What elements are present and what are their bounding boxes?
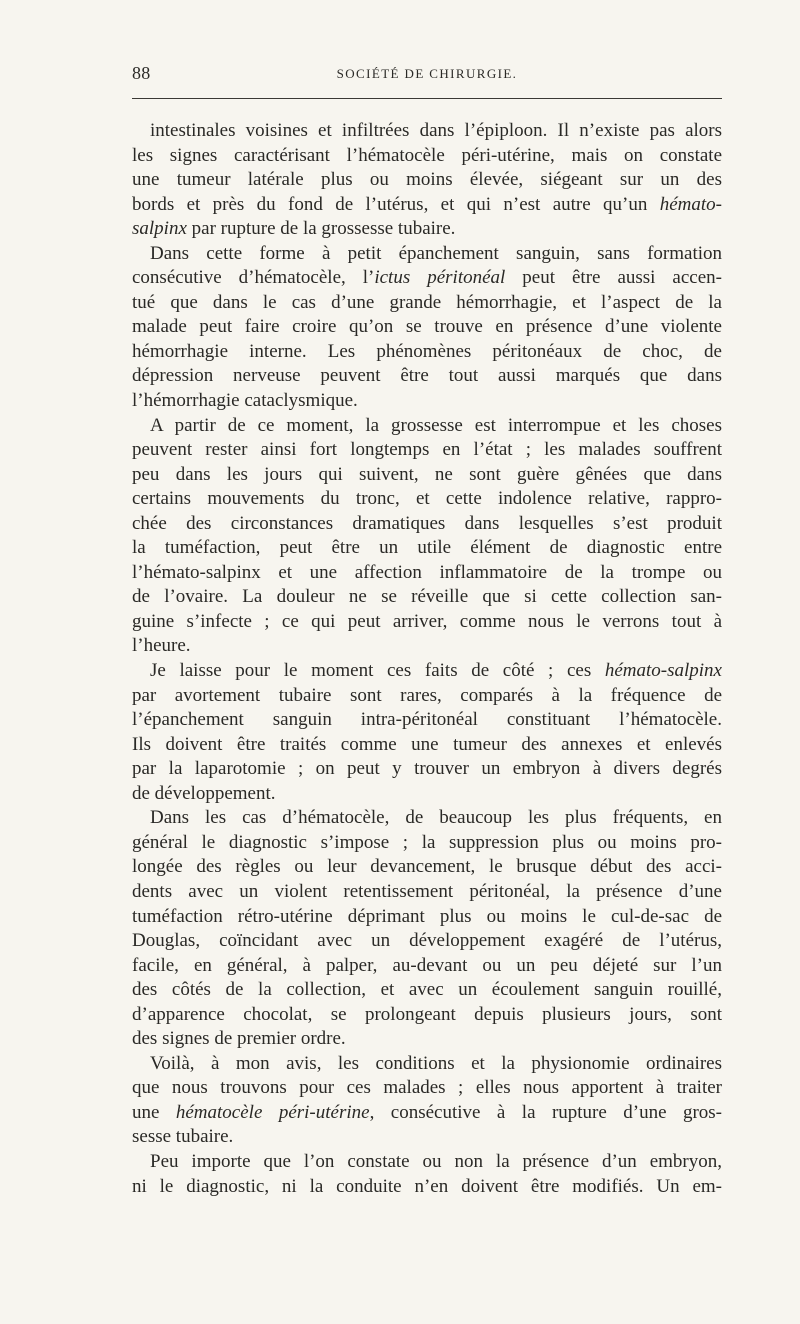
paragraph xyxy=(132,414,722,659)
text-run: Douglas, coïncidant avec un développement exagéré de l’utérus, xyxy=(132,930,722,952)
italic-term: ictus péritonéal xyxy=(374,267,506,289)
italic-term: hémato- xyxy=(659,193,722,215)
text-run: une tumeur latérale plus ou moins élevée, siégeant sur un des xyxy=(132,169,722,191)
text-run: certains mouvements du tronc, et cette indolence relative, rappro- xyxy=(132,488,722,510)
text-line xyxy=(132,1076,722,1101)
text-run: Je laisse pour le moment ces faits de côté ; ces xyxy=(150,660,605,682)
text-line xyxy=(132,610,722,635)
text-line xyxy=(132,217,722,242)
text-line xyxy=(132,340,722,365)
text-run: par rupture de la grossesse tubaire. xyxy=(186,218,456,240)
text-run: peu dans les jours qui suivent, ne sont guère gênées que dans xyxy=(132,463,722,485)
text-line xyxy=(132,1027,722,1052)
text-line xyxy=(132,193,722,218)
text-line xyxy=(132,1175,722,1200)
page-header xyxy=(132,63,722,85)
paragraph xyxy=(132,242,722,414)
text-run: des côtés de la collection, et avec un écoulement sanguin rouillé, xyxy=(132,979,722,1001)
text-line xyxy=(132,855,722,880)
text-run: intestinales voisines et infiltrées dans l’épiploon. Il n’existe pas alors xyxy=(150,120,722,141)
text-line xyxy=(132,266,722,291)
text-line xyxy=(132,1125,722,1150)
text-run: de l’ovaire. La douleur ne se réveille que si cette collection san- xyxy=(132,586,722,608)
text-line xyxy=(132,880,722,905)
text-run: dépression nerveuse peuvent être tout aussi marqués que dans xyxy=(132,365,722,387)
text-run: Dans cette forme à petit épanchement sanguin, sans formation xyxy=(150,242,722,264)
paragraph xyxy=(132,806,722,1051)
paragraph xyxy=(132,1052,722,1150)
text-line xyxy=(132,364,722,389)
text-run: la tuméfaction, peut être un utile élément de diagnostic entre xyxy=(132,537,722,559)
text-run: par avortement tubaire sont rares, comparés à la fréquence de xyxy=(132,684,722,706)
text-run: Voilà, à mon avis, les conditions et la physionomie ordinaires xyxy=(150,1052,722,1074)
text-line xyxy=(132,438,722,463)
text-line xyxy=(132,929,722,954)
running-head: SOCIÉTÉ DE CHIRURGIE. xyxy=(336,66,518,81)
text-run: peut être aussi accen- xyxy=(505,267,722,289)
body-text xyxy=(132,119,722,1199)
text-line xyxy=(132,536,722,561)
text-run: ni le diagnostic, ni la conduite n’en doivent être modifiés. Un em- xyxy=(132,1175,722,1197)
italic-term: hémato-salpinx xyxy=(604,660,722,682)
text-run: , consécutive à la rupture d’une gros- xyxy=(369,1101,722,1123)
text-run: l’hémato-salpinx et une affection inflammatoire de la trompe ou xyxy=(132,561,722,583)
text-line xyxy=(132,634,722,659)
text-run: consécutive d’hématocèle, l’ xyxy=(132,267,375,289)
text-line xyxy=(132,806,722,831)
text-run: Peu importe que l’on constate ou non la présence d’un embryon, xyxy=(150,1150,722,1172)
text-line xyxy=(132,487,722,512)
text-run: général le diagnostic s’impose ; la suppression plus ou moins pro- xyxy=(132,831,722,853)
text-line xyxy=(132,1101,722,1126)
paragraph xyxy=(132,659,722,806)
text-run: malade peut faire croire qu’on se trouve en présence d’une violente xyxy=(132,316,722,338)
text-run: par la laparotomie ; on peut y trouver un embryon à divers degrés xyxy=(132,758,722,780)
text-line xyxy=(132,757,722,782)
text-run: une xyxy=(132,1101,176,1123)
text-line xyxy=(132,1003,722,1028)
text-line xyxy=(132,733,722,758)
text-line xyxy=(132,463,722,488)
text-run: que nous trouvons pour ces malades ; elles nous apportent à traiter xyxy=(132,1077,722,1099)
text-line xyxy=(132,561,722,586)
text-line xyxy=(132,905,722,930)
text-run: chée des circonstances dramatiques dans lesquelles s’est produit xyxy=(132,512,722,534)
text-run: Dans les cas d’hématocèle, de beaucoup les plus fréquents, en xyxy=(150,807,722,829)
text-run: longée des règles ou leur devancement, le brusque début des acci- xyxy=(132,856,722,878)
text-line xyxy=(132,831,722,856)
text-line xyxy=(132,242,722,267)
text-line xyxy=(132,954,722,979)
text-run: bords et près du fond de l’utérus, et qui n’est autre qu’un xyxy=(132,193,660,215)
paragraph xyxy=(132,1150,722,1199)
text-line xyxy=(132,978,722,1003)
paragraph xyxy=(132,119,722,242)
text-line xyxy=(132,782,722,807)
text-line xyxy=(132,414,722,439)
text-line xyxy=(132,684,722,709)
text-run: sesse tubaire. xyxy=(132,1126,234,1148)
text-line xyxy=(132,585,722,610)
text-line xyxy=(132,708,722,733)
text-run: A partir de ce moment, la grossesse est interrompue et les choses xyxy=(150,414,722,436)
text-line xyxy=(132,659,722,684)
text-run: l’épanchement sanguin intra-péritonéal constituant l’hématocèle. xyxy=(132,709,722,731)
text-line xyxy=(132,168,722,193)
text-run: dents avec un violent retentissement péritonéal, la présence d’une xyxy=(132,880,722,902)
italic-term: hématocèle péri-utérine xyxy=(175,1101,370,1123)
text-line xyxy=(132,1052,722,1077)
text-run: Ils doivent être traités comme une tumeur des annexes et enlevés xyxy=(132,733,722,755)
text-run: peuvent rester ainsi fort longtemps en l’état ; les malades souffrent xyxy=(132,439,722,461)
text-run: l’hémorrhagie cataclysmique. xyxy=(132,390,358,412)
text-line xyxy=(132,315,722,340)
italic-term: salpinx xyxy=(132,218,187,240)
text-line xyxy=(132,1150,722,1175)
text-run: des signes de premier ordre. xyxy=(132,1028,346,1050)
text-run: d’apparence chocolat, se prolongeant depuis plusieurs jours, sont xyxy=(132,1003,722,1025)
text-run: hémorrhagie interne. Les phénomènes péritonéaux de choc, de xyxy=(132,340,722,362)
page-number: 88 xyxy=(132,63,151,83)
text-line xyxy=(132,119,722,144)
text-line xyxy=(132,512,722,537)
text-line xyxy=(132,291,722,316)
text-run: facile, en général, à palper, au-devant ou un peu déjeté sur l’un xyxy=(132,954,722,976)
text-run: tué que dans le cas d’une grande hémorrhagie, et l’aspect de la xyxy=(132,291,722,313)
text-run: guine s’infecte ; ce qui peut arriver, comme nous le verrons tout à xyxy=(132,610,722,632)
text-run: l’heure. xyxy=(132,635,191,657)
text-line xyxy=(132,144,722,169)
text-run: tuméfaction rétro-utérine déprimant plus ou moins le cul-de-sac de xyxy=(132,905,722,927)
header-rule xyxy=(132,98,722,99)
text-line xyxy=(132,389,722,414)
text-run: les signes caractérisant l’hématocèle péri-utérine, mais on constate xyxy=(132,144,722,166)
text-run: de développement. xyxy=(132,782,276,804)
